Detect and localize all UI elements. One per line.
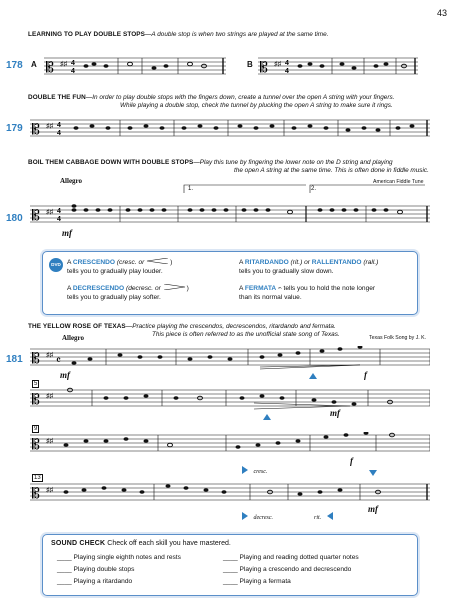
crescendo-marker-icon <box>309 373 317 379</box>
rit-marker: rit. <box>314 506 334 524</box>
svg-text:𝄡: 𝄡 <box>32 437 40 453</box>
crescendo-definition: A CRESCENDO (cresc. or ) tells you to gradually play louder. <box>67 259 173 275</box>
section-yellow-rose-header <box>28 323 336 331</box>
dynamic-mf: mf <box>330 408 340 418</box>
part-a-label: A <box>31 60 37 69</box>
svg-text:4: 4 <box>57 122 61 129</box>
svg-text:4: 4 <box>285 60 289 67</box>
section-desc-line2: This piece is often referred to as the unofficial state song of Texas. <box>152 331 340 338</box>
svg-text:4: 4 <box>57 130 61 137</box>
svg-text:𝄴: 𝄴 <box>56 355 61 367</box>
decrescendo-definition: A DECRESCENDO (decresc. or ) tells you to gradually play softer. <box>67 285 189 301</box>
staff-178b <box>258 55 418 77</box>
svg-text:4: 4 <box>57 208 61 215</box>
skill-item[interactable]: ____ Playing and reading dotted quarter notes <box>223 554 359 561</box>
section-cabbage-header <box>28 159 393 167</box>
first-ending: 1. <box>188 186 194 192</box>
svg-text:4: 4 <box>285 68 289 75</box>
staff-180 <box>30 183 430 225</box>
fermata-definition: A FERMATA 𝄐 tells you to hold the note longer than its normal value. <box>239 285 376 301</box>
staff-181-line2 <box>30 387 430 411</box>
dynamic-mf: mf <box>60 370 70 380</box>
staff-181-line1 <box>30 346 430 370</box>
skill-item[interactable]: ____ Playing a crescendo and decrescendo <box>223 566 352 573</box>
svg-text:𝄡: 𝄡 <box>260 60 268 76</box>
second-ending: 2. <box>311 186 317 192</box>
ritardando-definition: A RITARDANDO (rit.) or RALLENTANDO (rall.) tells you to gradually slow down. <box>239 259 379 275</box>
svg-text:𝄡: 𝄡 <box>32 351 40 367</box>
svg-text:♯♯: ♯♯ <box>60 61 67 68</box>
exercise-number: 179 <box>6 123 23 134</box>
svg-text:𝄡: 𝄡 <box>32 486 40 502</box>
svg-text:♯♯: ♯♯ <box>46 487 53 494</box>
svg-text:𝄡: 𝄡 <box>32 392 40 408</box>
cresc-marker: cresc. <box>241 460 267 478</box>
tune-credit: American Fiddle Tune <box>373 179 424 185</box>
svg-text:♯♯: ♯♯ <box>46 352 53 359</box>
section-desc-line2: the open A string at the same time. This is often done in fiddle music. <box>234 167 429 174</box>
section-title: THE YELLOW ROSE OF TEXAS <box>28 323 126 330</box>
skill-item[interactable]: ____ Playing double stops <box>57 566 135 573</box>
section-learning-header <box>28 31 328 39</box>
section-title: LEARNING TO PLAY DOUBLE STOPS <box>28 31 146 38</box>
section-desc: —In order to play double stops with the fingers down, create a tunnel over the open A string with your fingers. <box>85 94 395 101</box>
crescendo-hairpin-icon <box>146 258 170 264</box>
crescendo-marker-icon <box>263 414 271 420</box>
sound-check-box <box>42 534 418 596</box>
svg-text:♯♯: ♯♯ <box>46 393 53 400</box>
staff-179 <box>30 117 430 139</box>
tempo-marking: Allegro <box>62 334 85 342</box>
skill-item[interactable]: ____ Playing single eighth notes and rests <box>57 554 181 561</box>
dynamic-mf: mf <box>62 228 72 238</box>
svg-text:4: 4 <box>57 216 61 223</box>
section-desc-line2: While playing a double stop, check the tunnel by plucking the open A string to make sure it rings. <box>120 102 393 109</box>
fermata-icon: 𝄐 <box>277 285 282 292</box>
part-b-label: B <box>247 60 253 69</box>
dvd-icon[interactable]: DVD <box>49 258 63 272</box>
svg-text:𝄡: 𝄡 <box>46 60 54 76</box>
page-number: 43 <box>436 8 447 18</box>
sound-check-title: SOUND CHECK <box>51 540 106 547</box>
svg-text:♯♯: ♯♯ <box>46 438 53 445</box>
section-desc: —Play this tune by fingering the lower note on the D string and playing <box>193 159 393 166</box>
exercise-number: 178 <box>6 60 23 71</box>
dynamic-f: f <box>350 456 353 466</box>
tune-credit: Texas Folk Song by J. K. <box>369 335 427 341</box>
decrescendo-hairpin-icon <box>163 284 187 290</box>
measure-number: 9 <box>34 426 38 432</box>
section-double-fun-header <box>28 94 394 102</box>
dynamic-f: f <box>364 370 367 380</box>
svg-text:𝄡: 𝄡 <box>32 208 40 224</box>
svg-text:4: 4 <box>71 60 75 67</box>
sound-check-header: SOUND CHECK Check off each skill you have mastered. <box>51 540 231 547</box>
staff-178a <box>44 55 226 77</box>
section-desc: —Practice playing the crescendos, decrescendos, ritardando and fermata. <box>125 323 336 330</box>
svg-text:♯♯: ♯♯ <box>274 61 281 68</box>
decresc-marker: decresc. <box>241 506 273 524</box>
staff-181-line4 <box>30 481 430 505</box>
measure-number: 13 <box>34 475 41 481</box>
tempo-marking: Allegro <box>60 177 83 185</box>
terms-info-box <box>42 251 418 315</box>
section-desc: —A double stop is when two strings are played at the same time. <box>145 31 329 38</box>
measure-number: 5 <box>34 381 38 387</box>
dynamic-mf: mf <box>368 504 378 514</box>
svg-text:♯♯: ♯♯ <box>46 123 53 130</box>
staff-181-line3 <box>30 432 430 456</box>
skill-item[interactable]: ____ Playing a fermata <box>223 578 291 585</box>
svg-text:4: 4 <box>71 68 75 75</box>
fermata-marker-icon <box>369 470 377 476</box>
skill-item[interactable]: ____ Playing a ritardando <box>57 578 133 585</box>
section-title: DOUBLE THE FUN <box>28 94 86 101</box>
exercise-number: 181 <box>6 354 23 365</box>
section-title: BOIL THEM CABBAGE DOWN WITH DOUBLE STOPS <box>28 159 194 166</box>
exercise-number: 180 <box>6 213 23 224</box>
svg-text:♯♯: ♯♯ <box>46 209 53 216</box>
svg-text:𝄡: 𝄡 <box>32 122 40 138</box>
